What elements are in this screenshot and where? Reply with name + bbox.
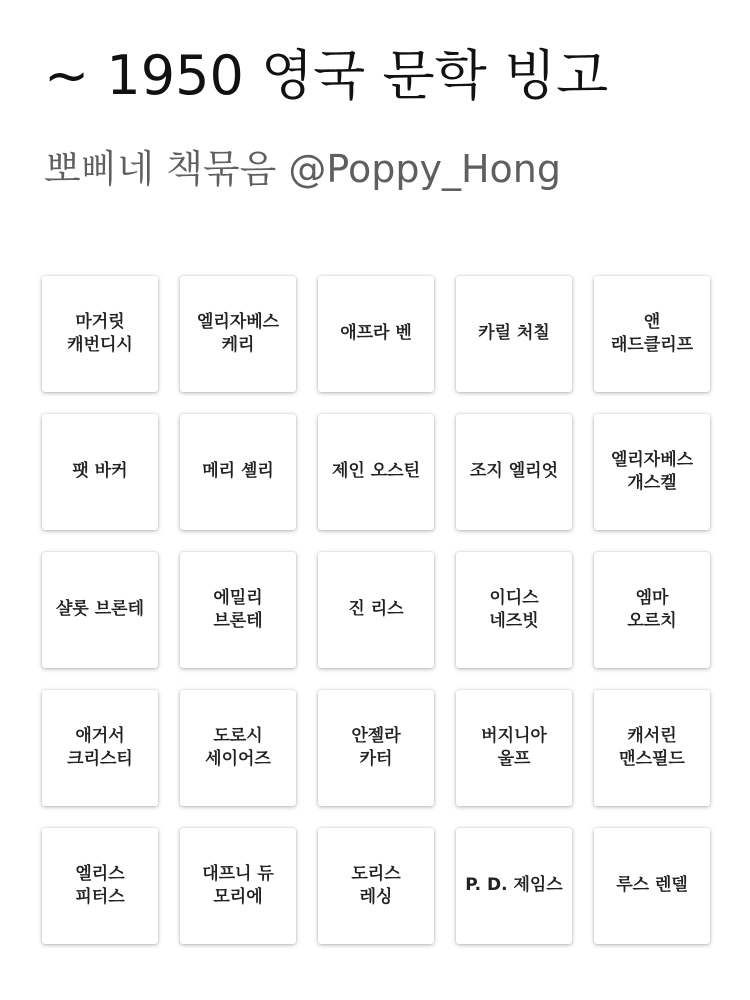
bingo-cell-label: 엘리자베스 개스켈: [610, 449, 694, 493]
bingo-cell[interactable]: [456, 690, 572, 806]
bingo-cell-label: 엘리스 피터스: [75, 863, 125, 907]
bingo-cell-label: 이디스 네즈빗: [489, 587, 539, 631]
bingo-cell-label: 엠마 오르치: [627, 587, 677, 631]
bingo-cell-label: 도리스 레싱: [351, 863, 401, 907]
bingo-cell[interactable]: [456, 552, 572, 668]
bingo-cell[interactable]: [42, 414, 158, 530]
bingo-cell-label: 진 리스: [348, 599, 404, 620]
bingo-cell-label: 버지니아 울프: [481, 725, 547, 769]
bingo-cell[interactable]: [180, 552, 296, 668]
bingo-cell[interactable]: [42, 552, 158, 668]
bingo-cell[interactable]: [42, 276, 158, 392]
bingo-cell-label: 카릴 처칠: [478, 323, 550, 344]
page-title: ~ 1950 영국 문학 빙고: [44, 44, 609, 107]
bingo-cell[interactable]: [318, 552, 434, 668]
bingo-cell-label: 메리 셸리: [202, 461, 274, 482]
bingo-cell[interactable]: [180, 690, 296, 806]
bingo-cell-label: 애거서 크리스티: [67, 725, 133, 769]
bingo-cell-label: 마거릿 캐번디시: [67, 311, 133, 355]
bingo-cell[interactable]: [594, 552, 710, 668]
bingo-cell[interactable]: [594, 690, 710, 806]
bingo-cell[interactable]: [318, 690, 434, 806]
bingo-cell-label: 앤 래드클리프: [610, 311, 694, 355]
bingo-cell[interactable]: [180, 828, 296, 944]
bingo-cell-label: 엘리자베스 케리: [196, 311, 280, 355]
bingo-grid: [42, 276, 710, 944]
bingo-cell-label: 대프니 듀 모리에: [202, 863, 274, 907]
bingo-cell-label: 샬롯 브론테: [55, 599, 145, 620]
bingo-cell-label: 제인 오스틴: [331, 461, 421, 482]
bingo-cell[interactable]: [594, 276, 710, 392]
bingo-cell-label: 안젤라 카터: [351, 725, 401, 769]
page-subtitle: 뽀삐네 책묶음 @Poppy_Hong: [44, 147, 561, 191]
bingo-cell[interactable]: [456, 414, 572, 530]
bingo-cell-label: 에밀리 브론테: [213, 587, 263, 631]
bingo-cell-label: 캐서린 맨스필드: [619, 725, 685, 769]
bingo-cell-label: 애프라 벤: [340, 323, 412, 344]
bingo-cell[interactable]: [42, 690, 158, 806]
bingo-cell-label: 조지 엘리엇: [469, 461, 559, 482]
bingo-cell-label: 루스 렌델: [616, 875, 688, 896]
bingo-cell[interactable]: [42, 828, 158, 944]
bingo-cell[interactable]: [180, 414, 296, 530]
bingo-cell[interactable]: [318, 414, 434, 530]
bingo-cell[interactable]: [456, 828, 572, 944]
bingo-cell[interactable]: [318, 276, 434, 392]
bingo-cell[interactable]: [456, 276, 572, 392]
bingo-cell-label: 팻 바커: [72, 461, 128, 482]
bingo-cell[interactable]: [180, 276, 296, 392]
bingo-cell[interactable]: [594, 828, 710, 944]
bingo-cell[interactable]: [318, 828, 434, 944]
bingo-cell-label: 도로시 세이어즈: [205, 725, 271, 769]
bingo-cell[interactable]: [594, 414, 710, 530]
bingo-cell-label: P. D. 제임스: [465, 875, 563, 896]
